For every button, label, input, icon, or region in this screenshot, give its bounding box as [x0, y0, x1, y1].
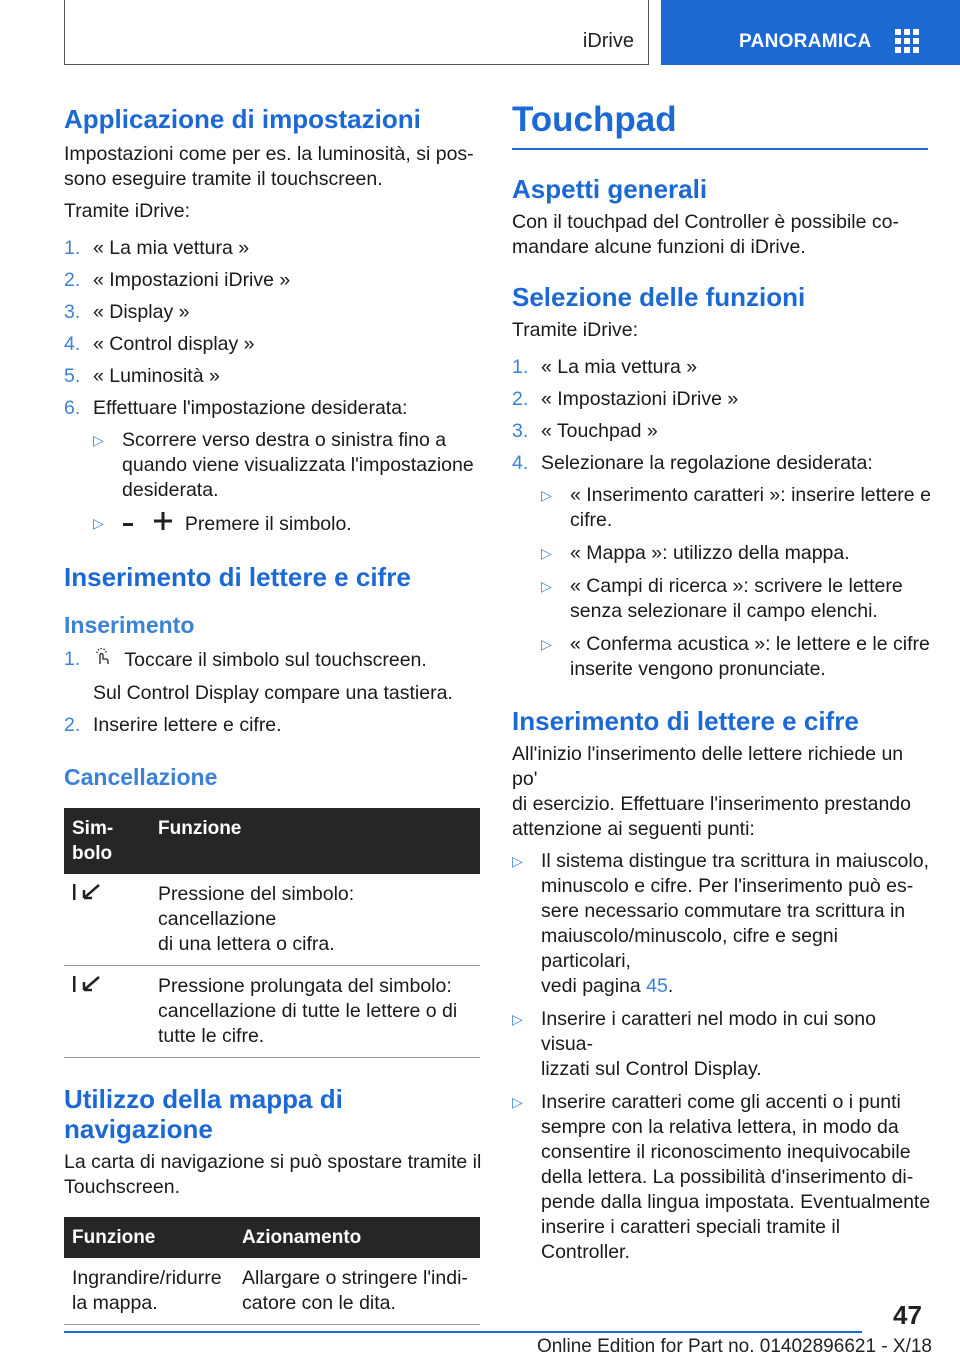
general-text-2: mandare alcune funzioni di iDrive. — [512, 236, 806, 258]
heading-map: Utilizzo della mappa di navigazione — [64, 1084, 343, 1144]
left-column — [64, 100, 482, 1325]
table-cell: Pressione prolungata del simbolo: cancellazione di tutte le lettere o di tutte le cifre. — [150, 966, 480, 1058]
select-substeps — [541, 483, 932, 682]
header-chapter: PANORAMICA — [739, 31, 872, 52]
table-header-row — [64, 808, 480, 874]
heading-insert: Inserimento — [64, 612, 195, 638]
list-item: ▷ Inserire caratteri come gli accenti o i punti sempre con la relativa lettera, in modo da consentire il riconoscimento inequivocabile della lettera. La possibilità d'inserimento di- pende dalla lingua impostata. Eventualmente inserire i caratteri speciali tramite il Controller. — [512, 1091, 931, 1263]
input-text-2: di esercizio. Effettuare l'inserimento prestando — [512, 793, 911, 815]
table-cell: Allargare o stringere l'indi- catore con le dita. — [234, 1258, 480, 1325]
input-bullets — [512, 849, 932, 1265]
list-item: 1. Toccare il simbolo sul touchscreen. — [64, 647, 482, 674]
list-item: 1. « La mia vettura » — [64, 237, 250, 259]
backspace-icon — [72, 882, 102, 909]
select-steps — [512, 355, 932, 476]
table-cell — [64, 966, 150, 1058]
map-table — [64, 1217, 480, 1325]
table-header-cell: Funzione — [64, 1217, 234, 1258]
heading-touchpad: Touchpad — [512, 100, 677, 139]
input-text-1: All'inizio l'inserimento delle lettere richiede un po' — [512, 743, 904, 790]
list-item: 3. « Touchpad » — [512, 420, 658, 442]
bullet-marker: ▷ — [541, 578, 552, 594]
settings-substeps — [93, 428, 482, 538]
header-section-box — [64, 0, 649, 65]
bullet-marker: ▷ — [541, 636, 552, 652]
list-item: 4. « Control display » — [64, 333, 255, 355]
heading-rule — [512, 148, 928, 150]
table-row — [64, 874, 480, 966]
page-number: 47 — [893, 1300, 922, 1330]
list-item: ▷ « Campi di ricerca »: scrivere le lettere senza selezionare il campo elenchi. — [541, 575, 903, 622]
map-text-2: Touchscreen. — [64, 1176, 180, 1198]
bullet-marker: ▷ — [93, 432, 104, 448]
footer-rule — [64, 1331, 862, 1333]
settings-text-2: sono eseguire tramite il touchscreen. — [64, 168, 383, 190]
list-item: ▷ « Inserimento caratteri »: inserire lettere e cifre. — [541, 484, 931, 531]
list-item: ▷ « Conferma acustica »: le lettere e le cifre inserite vengono pronunciate. — [541, 633, 930, 680]
table-cell: Ingrandire/ridurre la mappa. — [64, 1258, 234, 1325]
table-row — [64, 966, 480, 1058]
list-item: ▷ Il sistema distingue tra scrittura in maiuscolo, minuscolo e cifre. Per l'inserimento può es- sere necessario commutare tra scrittura in maiuscolo/minuscolo, cifre e segni particolari, vedi pagina 45. — [512, 850, 929, 997]
list-item: ▷ Premere il simbolo. — [93, 511, 482, 538]
table-header-cell: Sim- bolo — [64, 808, 150, 874]
list-item: 4. Selezionare la regolazione desiderata: — [512, 452, 873, 474]
insert-steps — [64, 647, 482, 738]
keyboard-icon — [93, 647, 113, 674]
table-header-cell: Funzione — [150, 808, 480, 874]
list-item: ▷ Scorrere verso destra o sinistra fino a quando viene visualizzata l'impostazione desiderata. — [93, 429, 474, 501]
settings-text-1: Impostazioni come per es. la luminosità, si pos- — [64, 143, 474, 165]
list-item: 2. « Impostazioni iDrive » — [512, 388, 739, 410]
minus-icon — [122, 512, 134, 537]
heading-general: Aspetti generali — [512, 174, 708, 204]
heading-settings: Applicazione di impostazioni — [64, 104, 421, 134]
backspace-icon — [72, 974, 102, 1001]
list-item: ▷ Inserire i caratteri nel modo in cui sono visua- lizzati sul Control Display. — [512, 1008, 876, 1080]
table-header-cell: Azionamento — [234, 1217, 480, 1258]
bullet-marker: ▷ — [512, 1011, 523, 1027]
input-text-3: attenzione ai seguenti punti: — [512, 818, 755, 840]
list-item: 5. « Luminosità » — [64, 365, 220, 387]
list-item: 1. « La mia vettura » — [512, 356, 698, 378]
bullet-marker: ▷ — [93, 515, 104, 531]
bullet-marker: ▷ — [541, 487, 552, 503]
table-row — [64, 1258, 480, 1325]
list-item: 2. Inserire lettere e cifre. — [64, 714, 282, 736]
header-section: iDrive — [582, 30, 634, 52]
map-text-1: La carta di navigazione si può spostare tramite il — [64, 1151, 482, 1173]
table-header-row — [64, 1217, 480, 1258]
heading-select: Selezione delle funzioni — [512, 282, 806, 312]
plus-icon — [153, 511, 173, 538]
delete-table — [64, 808, 480, 1058]
select-via: Tramite iDrive: — [512, 319, 639, 341]
bullet-marker: ▷ — [541, 545, 552, 561]
table-cell — [64, 874, 150, 966]
list-item: 6. Effettuare l'impostazione desiderata: — [64, 397, 408, 419]
insert-step-note: Sul Control Display compare una tastiera. — [93, 682, 453, 704]
grid-icon — [895, 29, 921, 53]
list-item: 3. « Display » — [64, 301, 190, 323]
header-chapter-tab[interactable] — [661, 0, 960, 65]
settings-steps — [64, 236, 482, 421]
table-cell: Pressione del simbolo: cancellazione di una lettera o cifra. — [150, 874, 480, 966]
list-item: ▷ « Mappa »: utilizzo della mappa. — [541, 542, 850, 564]
list-item: 2. « Impostazioni iDrive » — [64, 269, 291, 291]
footer-edition: Online Edition for Part no. 01402896621 - X/18 — [536, 1336, 932, 1357]
heading-input-right: Inserimento di lettere e cifre — [512, 706, 859, 736]
general-text-1: Con il touchpad del Controller è possibile co- — [512, 211, 899, 233]
heading-delete: Cancellazione — [64, 764, 218, 790]
right-column — [512, 100, 932, 1265]
heading-input: Inserimento di lettere e cifre — [64, 562, 411, 592]
bullet-marker: ▷ — [512, 853, 523, 869]
page-link[interactable]: 45 — [646, 975, 668, 997]
settings-via: Tramite iDrive: — [64, 200, 191, 222]
bullet-marker: ▷ — [512, 1094, 523, 1110]
